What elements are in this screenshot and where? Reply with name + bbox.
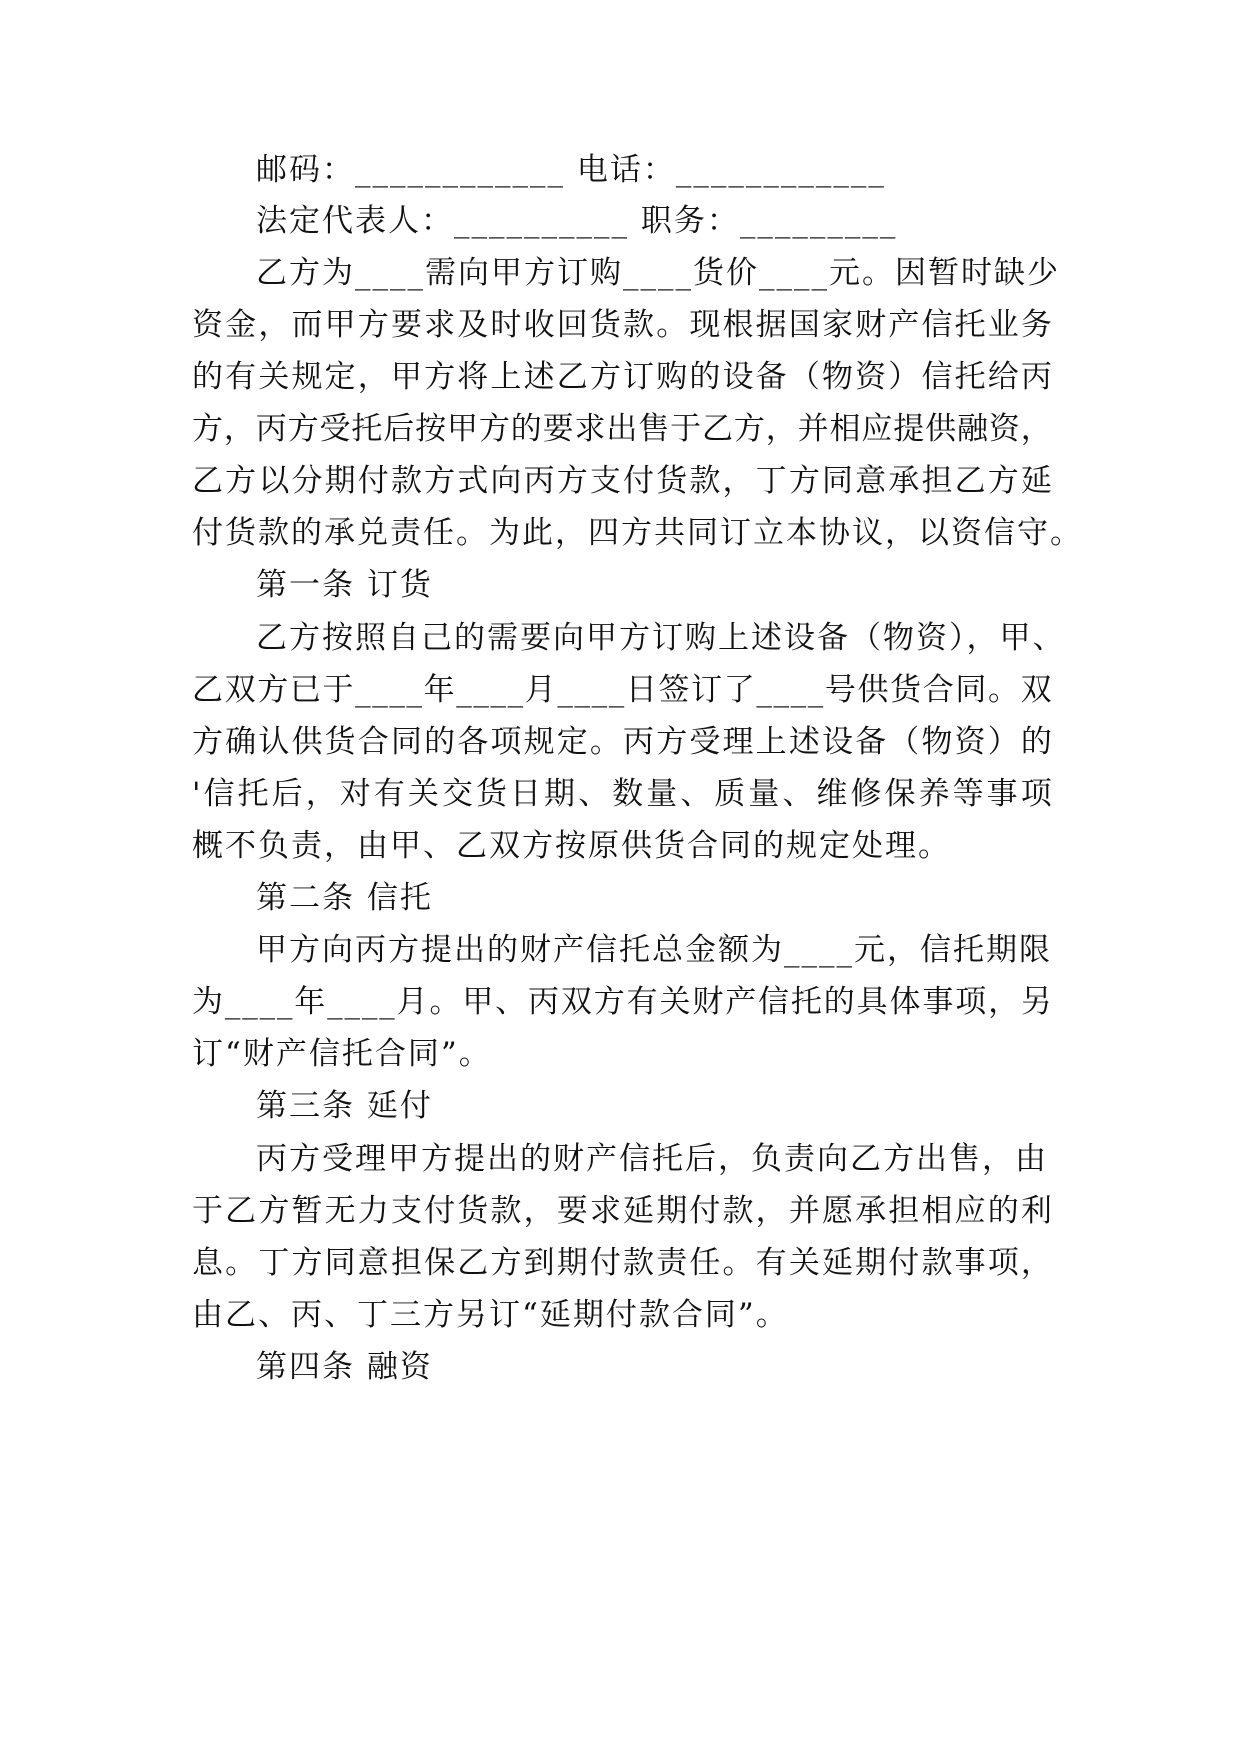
- paragraph-line: 的 有 关 规 定 ， 甲 方 将 上 述 乙 方 订 购 的 设 备 （ 物 资 ） 信 托 给 丙: [192, 359, 1052, 395]
- paragraph-line: ' 信 托 后 ， 对 有 关 交 货 日 期 、 数 量 、 质 量 、 维 修 保 养 等 事 项: [192, 776, 1052, 812]
- article-heading: 第二条 信托: [256, 880, 433, 916]
- paragraph-line: 订“财产信托合同”。: [192, 1036, 492, 1072]
- article-heading: 第三条 延付: [256, 1088, 433, 1124]
- paragraph-line: 乙 双 方 已 于 _ _ _ _ 年 _ _ _ _ 月 _ _ _ _ 日 签 订 了 _ _ _ _ 号 供 货 合 同 。 双: [192, 672, 1052, 708]
- legal-representative-line: 法定代表人：__________ 职务：_________: [256, 203, 898, 239]
- paragraph-line: 付货款的承兑责任。为此，四方共同订立本协议，以资信守。: [192, 515, 1083, 551]
- paragraph-line: 资 金 ， 而 甲 方 要 求 及 时 收 回 货 款 。 现 根 据 国 家 财 产 信 托 业 务: [192, 307, 1052, 343]
- paragraph-line: 息 。 丁 方 同 意 担 保 乙 方 到 期 付 款 责 任 。 有 关 延 期 付 款 事 项 ，: [192, 1245, 1052, 1281]
- paragraph-line: 于 乙 方 暂 无 力 支 付 货 款 ， 要 求 延 期 付 款 ， 并 愿 承 担 相 应 的 利: [192, 1193, 1052, 1229]
- paragraph-line: 为 _ _ _ _ 年 _ _ _ _ 月 。 甲 、 丙 双 方 有 关 财 产 信 托 的 具 体 事 项 ， 另: [192, 984, 1052, 1020]
- paragraph-line: 由乙、丙、丁三方另订“延期付款合同”。: [192, 1297, 789, 1333]
- paragraph-line: 丙方受理甲方提出的财产信托后，负责向乙方出售，由: [256, 1141, 1048, 1177]
- article-heading: 第一条 订货: [256, 567, 433, 603]
- paragraph-line: 方 确 认 供 货 合 同 的 各 项 规 定 。 丙 方 受 理 上 述 设 备 （ 物 资 ） 的: [192, 724, 1052, 760]
- paragraph-line: 甲方向丙方提出的财产信托总金额为____元，信托期限: [256, 932, 1052, 968]
- article-heading: 第四条 融资: [256, 1349, 433, 1385]
- postcode-phone-line: 邮码：____________ 电话：____________: [256, 152, 886, 188]
- paragraph-line: 乙方为____需向甲方订购____货价____元。因暂时缺少: [256, 255, 1060, 291]
- paragraph-line: 乙方按照自己的需要向甲方订购上述设备（物资），甲、: [256, 620, 1066, 656]
- paragraph-line: 概不负责，由甲、乙双方按原供货合同的规定处理。: [192, 828, 951, 864]
- paragraph-line: 方 ， 丙 方 受 托 后 按 甲 方 的 要 求 出 售 于 乙 方 ， 并 相 应 提 供 融 资 ，: [192, 411, 1052, 447]
- paragraph-line: 乙 方 以 分 期 付 款 方 式 向 丙 方 支 付 货 款 ， 丁 方 同 意 承 担 乙 方 延: [192, 463, 1052, 499]
